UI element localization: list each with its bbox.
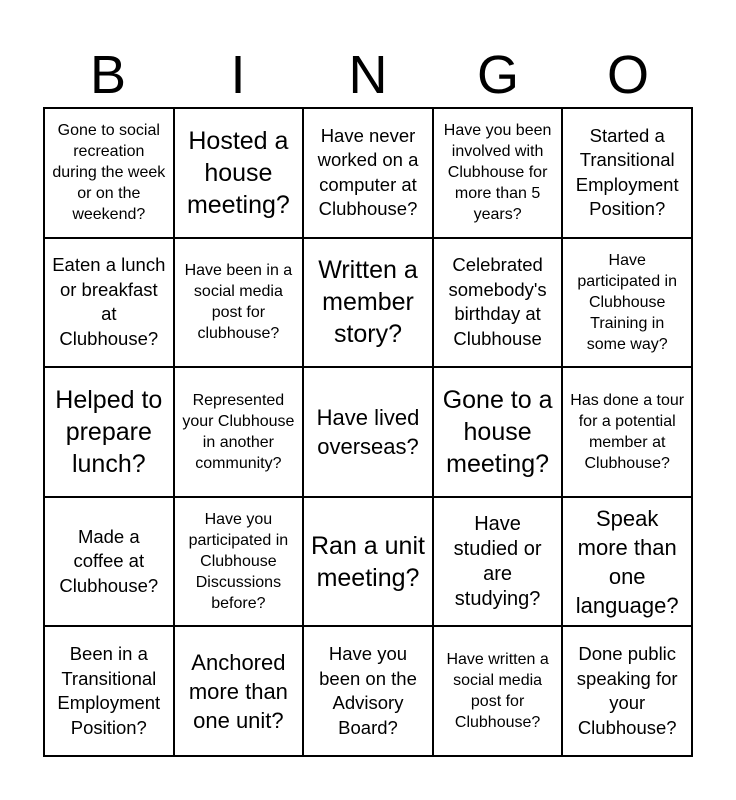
cell-text: Have written a social media post for Clubhouse? bbox=[446, 651, 549, 732]
cell-text: Have you been involved with Clubhouse for more than 5 years? bbox=[443, 122, 552, 224]
bingo-cell-r1-c2[interactable] bbox=[174, 108, 304, 238]
bingo-cell-r2-c4[interactable] bbox=[433, 238, 563, 368]
cell-text: Have studied or are studying? bbox=[453, 512, 542, 610]
header-letter-n: N bbox=[348, 45, 388, 105]
bingo-cell-r2-c3[interactable] bbox=[303, 238, 433, 368]
cell-text: Have you been on the Advisory Board? bbox=[319, 643, 417, 738]
bingo-cell-r2-c5[interactable] bbox=[562, 238, 692, 368]
cell-text: Have lived overseas? bbox=[316, 404, 420, 459]
cell-text: Hosted a house meeting? bbox=[186, 126, 290, 219]
bingo-cell-r3-c3[interactable] bbox=[303, 367, 433, 497]
cell-text: Anchored more than one unit? bbox=[188, 649, 288, 733]
bingo-cell-r4-c1[interactable] bbox=[44, 497, 174, 627]
cell-text: Done public speaking for your Clubhouse? bbox=[576, 643, 678, 738]
header-letter-g: G bbox=[476, 45, 519, 105]
bingo-cell-r4-c5[interactable] bbox=[562, 497, 692, 627]
bingo-cell-r5-c4[interactable] bbox=[433, 626, 563, 756]
bingo-cell-r2-c2[interactable] bbox=[174, 238, 304, 368]
header-letter-b: B bbox=[89, 45, 127, 105]
cell-text: Celebrated somebody's birthday at Clubhouse bbox=[448, 254, 547, 349]
bingo-cell-r3-c1[interactable] bbox=[44, 367, 174, 497]
header-letter-i: I bbox=[230, 45, 246, 105]
bingo-cell-r3-c4[interactable] bbox=[433, 367, 563, 497]
cell-text: Ran a unit meeting? bbox=[311, 531, 425, 592]
bingo-cell-r2-c1[interactable] bbox=[44, 238, 174, 368]
bingo-cell-r5-c3[interactable] bbox=[303, 626, 433, 756]
cell-text: Written a member story? bbox=[318, 256, 418, 349]
bingo-cell-r1-c5[interactable] bbox=[562, 108, 692, 238]
cell-text: Speak more than one language? bbox=[575, 505, 679, 618]
cell-text: Started a Transitional Employment Position? bbox=[575, 124, 679, 220]
cell-text: Represented your Clubhouse in another community? bbox=[182, 391, 295, 472]
cell-text: Gone to social recreation during the week or on the weekend? bbox=[52, 122, 166, 224]
bingo-cell-r1-c3[interactable] bbox=[303, 108, 433, 238]
bingo-cell-r3-c5[interactable] bbox=[562, 367, 692, 497]
cell-text: Helped to prepare lunch? bbox=[55, 385, 163, 478]
bingo-cell-r4-c4[interactable] bbox=[433, 497, 563, 627]
header-letter-o: O bbox=[606, 45, 649, 105]
cell-text: Have been in a social media post for clubhouse? bbox=[184, 262, 293, 343]
bingo-cell-r4-c3[interactable] bbox=[303, 497, 433, 627]
bingo-cell-r5-c1[interactable] bbox=[44, 626, 174, 756]
bingo-cell-r5-c2[interactable] bbox=[174, 626, 304, 756]
bingo-cell-r1-c4[interactable] bbox=[433, 108, 563, 238]
cell-text: Have participated in Clubhouse Training in some way? bbox=[577, 251, 677, 353]
cell-text: Been in a Transitional Employment Position? bbox=[57, 643, 161, 738]
bingo-cell-r3-c2[interactable] bbox=[174, 367, 304, 497]
bingo-cell-r1-c1[interactable] bbox=[44, 108, 174, 238]
bingo-header bbox=[43, 40, 693, 110]
cell-text: Eaten a lunch or breakfast at Clubhouse? bbox=[52, 254, 166, 349]
bingo-grid bbox=[43, 107, 693, 757]
bingo-cell-r4-c2[interactable] bbox=[174, 497, 304, 627]
cell-text: Has done a tour for a potential member at Clubhouse? bbox=[570, 391, 685, 472]
cell-text: Have you participated in Clubhouse Discussions before? bbox=[188, 511, 289, 613]
cell-text: Gone to a house meeting? bbox=[442, 385, 553, 478]
cell-text: Made a coffee at Clubhouse? bbox=[59, 525, 159, 596]
bingo-cell-r5-c5[interactable] bbox=[562, 626, 692, 756]
cell-text: Have never worked on a computer at Clubhouse? bbox=[317, 124, 419, 220]
